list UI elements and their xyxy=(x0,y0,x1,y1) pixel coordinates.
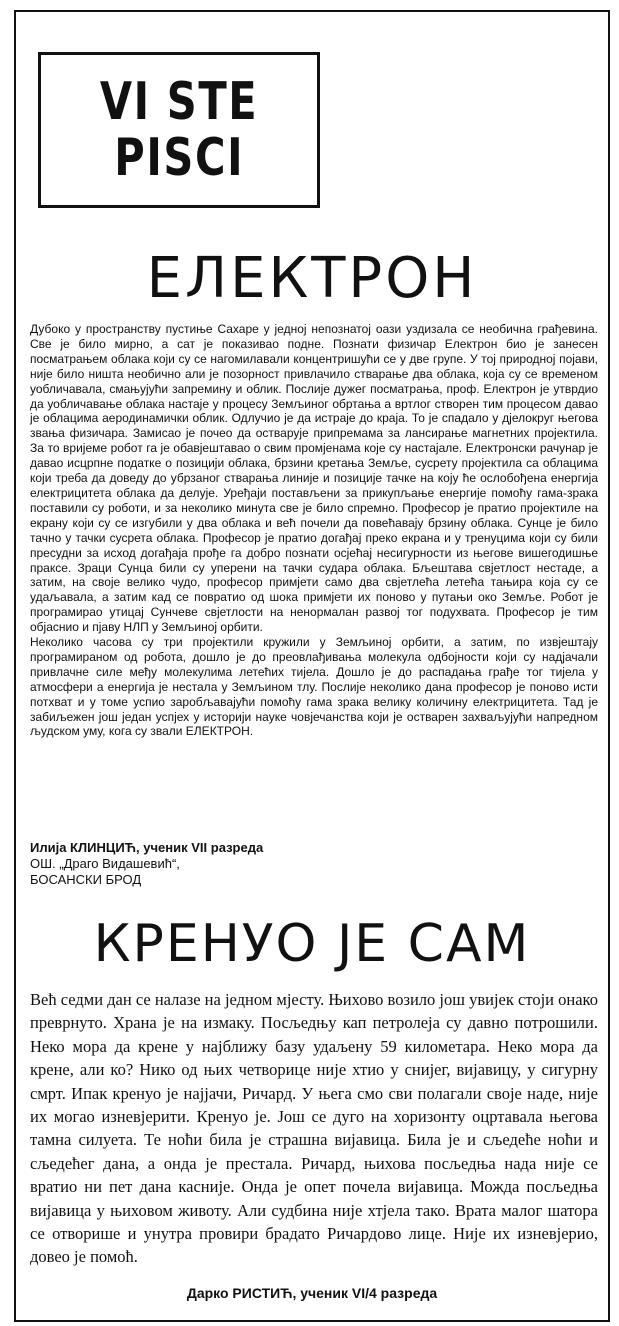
section-logo xyxy=(38,52,320,208)
logo-line-1: VI STE xyxy=(99,72,259,132)
story1-school: ОШ. „Драго Видашевић“, xyxy=(30,856,180,871)
story2-paragraph-1: Већ седми дан се налазе на једном мјесту. Њихово возило још увијек стоји онако преврнуто. Храна је на измаку. Посљедњу кап петролеја су давно потрошили. Неко мора да крене у најближу базу удаљену 59 километара. Неко мора да крене, али ко? Нико од њих четворице није хтио у снијег, вијавицу, у сигурну смрт. Ипак кренуо је најјачи, Ричард. У њега смо сви полагали своје наде, није их могао изневјерити. Кренуо је. Још се дуго на хоризонту оцртавала његова тамна силуета. Те ноћи била је страшна вијавица. Била је и сљедеће ноћи и сљедећег дана, а онда је престала. Ричард, њихова посљедња нада није се вратио ни пет дана касније. Онда је опет почела вијавица. Можда посљедња вијавица у њиховом животу. Али судбина није хтјела тако. Врата малог шатора се отворише и унутра провири брадато Ричардово лице. Није их изневјерио, довео је помоћ. xyxy=(30,990,598,1267)
story1-paragraph-1: Дубоко у пространству пустиње Сахаре у једној непознатој оази уздизала се необична грађевина. Све је било мирно, а сат је показивао подне. Познати физичар Електрон био је занесен посматрањем облака који су се нагомилавали концентришући се у две групе. У тој природној појави, није било ништа необично али је позорност привлачило стварање два облака, која су се временом уобличавала, смањујући запремину и облик. Послије дужег посматрања, проф. Електрон је утврдио да уобличавање облака настаје у процесу Земљиног обртања а вртлог створен тим процесом давао је облацима аеродинамички облик. Одлучио је да истраје до краја. То је спадало у дјелокруг његова звања физичара. Замисао је почео да остварује припремама за лансирање магнетних пројектила. За то вријеме робот га је обавјештавао о свим промјенама које су настајале. Електронски рачунар је давао исцрпне податке о позицији облака, брзини кретања Земље, сусрету пројектила са облацима који треба да доведу до убрзаног стварања линије и позиције тачке на коју ће ослобођена енергија електрицитета облака да делује. Уређаји постављени за прикупљање енергије помоћу гама-зрака поставили су роботи, и за неколико минута све је било спремно. Професор је пратио пројектиле на екрану који су се изгубили у два облака и већ почели да повећавају брзину облака. Сунце је било тачно у тачки сусрета облака. Професор је пратио догађај преко екрана и у тренуцима који су били пресудни за исход догађаја прође га добро познати осјећај несигурности из његове вишегодишње праксе. Зраци Сунца били су уперени на тачки судара облака. Бљештава свјетлост нестаде, а затим, на своје велико чудо, професор примјети само два свјетлећа летећа тањира која су се удаљавала, а затим кад се повратио од шока примјети их поново у путањи око Земље. Робот је програмирао утицај Сунчеве свјетлости на ненормалан развој тог подухвата. Професор је тим објаснио и пјаву НЛП у Земљиној орбити. xyxy=(30,322,598,635)
story1-signature xyxy=(30,840,263,888)
story1-town: БОСАНСКИ БРОД xyxy=(30,872,142,887)
story1-author: Илија КЛИНЦИЋ, ученик VII разреда xyxy=(30,840,264,855)
story1-title: ЕЛЕКТРОН xyxy=(146,246,478,311)
magazine-page xyxy=(14,10,610,1322)
story2-body xyxy=(30,988,598,1269)
story1-paragraph-2: Неколико часова су три пројектили кружили у Земљиној орбити, а затим, по извјештају програмираном од робота, дошло је до преовлађивања молекула одбојности који су надјачали привлачне силе међу молекулима летећих тијела. Дошло је до распадања грађе тог тијела у атмосфери а енергија је нестала у Земљином тлу. Послије неколико дана професор је поново исти потхват и у томе успио заробљавајући помоћу гама зрака велику количину електрицитета. Тад је забиљежен још један успјех у историји науке човјечанства који је остварен захваљујући напредном људском уму, кога су звали ЕЛЕКТРОН. xyxy=(30,635,598,739)
story1-body xyxy=(30,322,598,739)
story2-title: КРЕНУО ЈЕ САМ xyxy=(93,914,531,974)
logo-line-2: PISCI xyxy=(114,128,244,188)
story2-author: Дарко РИСТИЋ, ученик VI/4 разреда xyxy=(186,1285,438,1301)
